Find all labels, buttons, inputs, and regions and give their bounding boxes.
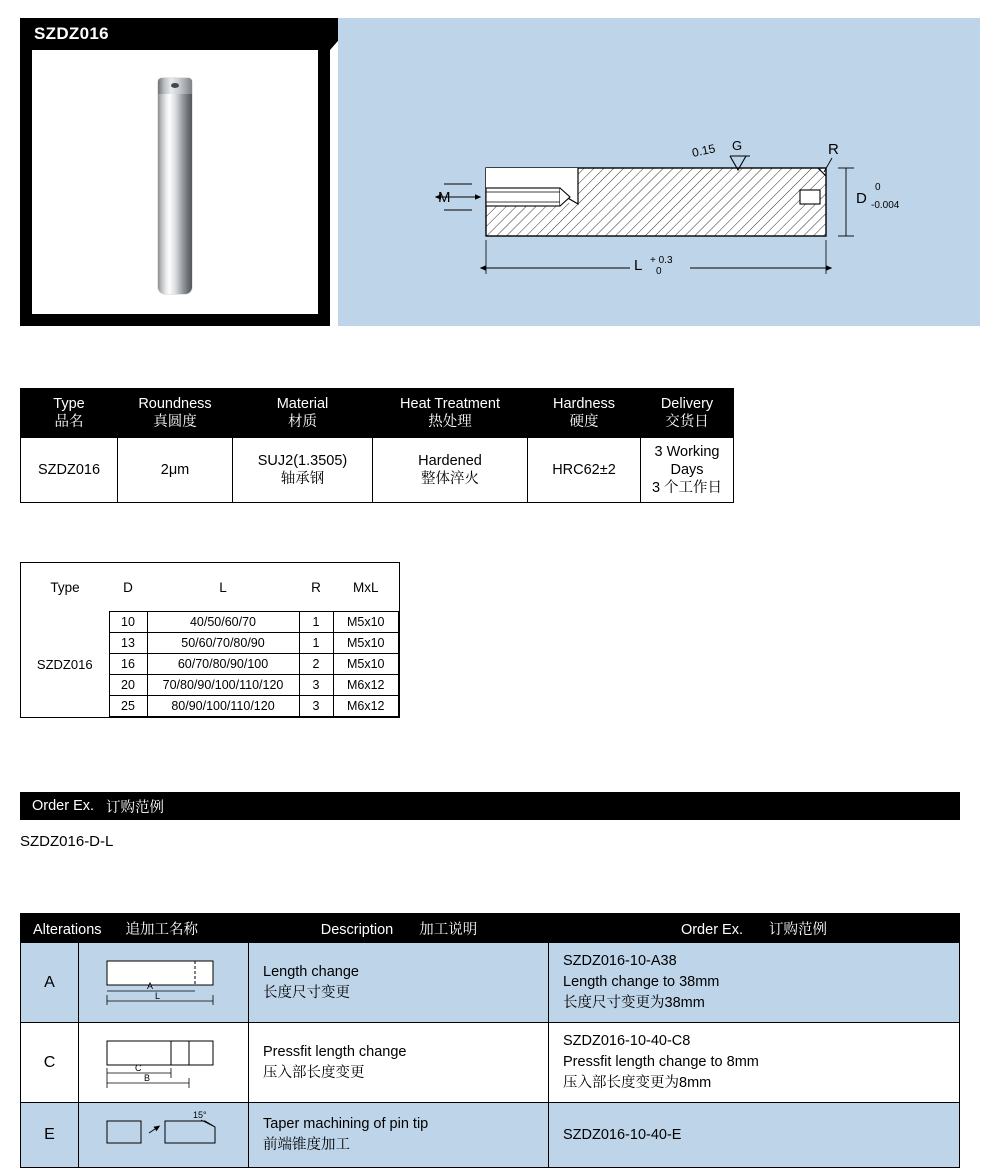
alteration-figure-a-label1: A [146,980,153,991]
svg-text:G: G [732,138,743,153]
dim-cell-l: 70/80/90/100/110/120 [147,675,299,696]
alteration-desc-a-en: Length change [263,963,359,980]
alteration-letter-c: C [21,1023,79,1102]
dim-cell-l: 50/60/70/80/90 [147,633,299,654]
page-title: SZDZ016 [34,24,109,43]
spec-cell-material [233,438,373,503]
alterations-header-col1-cn: 追加工名称 [125,921,199,938]
spec-header-material [233,389,373,438]
dim-cell-r: 1 [299,633,333,654]
product-photo-panel [20,18,330,326]
alteration-figure-c [79,1023,249,1102]
alteration-letter-e: E [21,1103,79,1167]
dim-cell-r: 1 [299,612,333,633]
spec-header-hardness [528,389,641,438]
product-photo-frame [32,50,318,314]
pressfit-length-figure-icon [89,1035,239,1091]
dim-cell-d: 16 [109,654,147,675]
alterations-header-col1 [21,918,249,939]
order-example-title-en: Order Ex. [32,798,95,814]
spec-header-heat-cn: 热处理 [428,414,472,430]
alteration-figure-a-label2: L [154,990,160,1001]
alteration-ex-a-line2: Length change to 38mm [563,974,720,991]
dim-cell-mxl: M5x10 [333,612,399,633]
spec-cell-delivery-en: 3 Working Days [654,444,720,479]
dim-cell-d: 13 [109,633,147,654]
alteration-figure-e [79,1103,249,1167]
spec-header-material-cn: 材质 [288,414,317,430]
spec-header-row [21,389,734,438]
dim-cell-d: 10 [109,612,147,633]
product-hero [20,18,980,326]
dim-cell-l: 80/90/100/110/120 [147,696,299,717]
svg-text:R: R [828,141,839,158]
pin-photo [158,78,192,294]
svg-text:0: 0 [656,266,662,277]
spec-cell-material-en: SUJ2(1.3505) [257,453,348,470]
order-example-band [20,792,960,820]
dim-cell-d: 25 [109,696,147,717]
spec-header-hardness-en: Hardness [552,395,616,412]
dim-header-r: R [311,579,321,595]
spec-cell-type [21,438,118,503]
dim-cell-mxl: M6x12 [333,675,399,696]
alterations-header-col3-en: Order Ex. [680,921,743,938]
spec-cell-hardness-en: HRC62±2 [552,462,616,479]
svg-text:D: D [856,190,867,207]
alteration-desc-e-cn: 前端锥度加工 [263,1137,350,1154]
dim-cell-mxl: M6x12 [333,696,399,717]
spec-header-type-en: Type [53,395,85,412]
alteration-example-c [549,1023,959,1102]
pin-photo-hole [171,83,179,88]
alteration-ex-c-line1: SZDZ016-10-40-C8 [563,1033,691,1050]
dim-cell-r: 3 [299,675,333,696]
spec-cell-roundness [118,438,233,503]
dim-header-row [21,563,399,612]
alterations-table [20,913,960,1168]
dim-header-type: Type [50,579,80,595]
alteration-row-a [21,942,959,1022]
alterations-header-col3-cn: 订购范例 [769,921,828,938]
alterations-header-col1-en: Alterations [33,921,102,938]
svg-text:M: M [438,189,451,206]
spec-header-roundness-en: Roundness [138,395,212,412]
dim-cell-mxl: M5x10 [333,633,399,654]
alteration-ex-e-line1: SZDZ016-10-40-E [563,1126,682,1143]
svg-text:0: 0 [875,182,881,193]
spec-header-heat [373,389,528,438]
svg-text:-0.004: -0.004 [871,200,900,211]
spec-cell-material-cn: 轴承钢 [280,471,325,488]
spec-header-heat-en: Heat Treatment [400,395,500,412]
alteration-desc-a-cn: 长度尺寸变更 [263,984,350,1001]
alteration-example-a [549,943,959,1022]
alteration-letter-a: A [21,943,79,1022]
spec-data-row [21,438,734,503]
dim-cell-d: 20 [109,675,147,696]
dim-cell-r: 2 [299,654,333,675]
dim-header-l: L [219,579,227,595]
alteration-desc-e-en: Taper machining of pin tip [263,1116,429,1133]
dim-header-mxl: MxL [352,579,379,595]
svg-text:+ 0.3: + 0.3 [650,255,673,266]
spec-header-hardness-cn: 硬度 [569,414,599,430]
technical-drawing [338,18,980,326]
alterations-header-col2-en: Description [320,921,394,938]
length-change-figure-icon [89,955,239,1011]
alterations-header-col2 [249,918,549,939]
alteration-ex-c-line3: 压入部长度变更为8mm [563,1075,712,1092]
spec-header-delivery [641,389,734,438]
spec-cell-hardness [528,438,641,503]
spec-header-delivery-en: Delivery [660,395,714,412]
svg-text:0.15: 0.15 [690,141,717,160]
alteration-description-e [249,1103,549,1167]
spec-cell-roundness-en: 2μm [160,462,190,479]
spec-cell-heat-en: Hardened [418,453,482,470]
dim-cell-type: SZDZ016 [21,612,109,717]
alteration-ex-c-line2: Pressfit length change to 8mm [563,1054,759,1071]
dim-cell-mxl: M5x10 [333,654,399,675]
specification-table [20,388,734,503]
alterations-header-row [21,914,959,942]
spec-header-type [21,389,118,438]
dim-cell-l: 40/50/60/70 [147,612,299,633]
alteration-ex-a-line3: 长度尺寸变更为38mm [563,995,705,1012]
dim-header-d: D [123,579,133,595]
alteration-ex-a-line1: SZDZ016-10-A38 [563,953,677,969]
alterations-header-col2-cn: 加工说明 [419,921,478,938]
svg-text:L: L [634,257,643,274]
spec-header-roundness-cn: 真圆度 [153,414,197,430]
table-row [21,612,399,633]
spec-cell-delivery-cn: 3 个工作日 [651,480,723,497]
spec-header-material-en: Material [276,395,329,412]
order-example-title-cn: 订购范例 [106,799,165,816]
alteration-figure-e-label1: 15° [192,1110,207,1121]
spec-header-roundness [118,389,233,438]
alteration-description-c [249,1023,549,1102]
spec-cell-delivery [641,438,734,503]
order-example-code: SZDZ016-D-L [20,833,114,850]
alteration-description-a [249,943,549,1022]
spec-cell-type-en: SZDZ016 [37,462,101,479]
spec-header-delivery-cn: 交货日 [665,414,709,430]
alteration-example-e [549,1103,959,1167]
dimension-table [20,562,400,718]
dim-cell-l: 60/70/80/90/100 [147,654,299,675]
alteration-desc-c-cn: 压入部长度变更 [263,1064,365,1081]
alteration-desc-c-en: Pressfit length change [263,1043,407,1060]
alteration-figure-a [79,943,249,1022]
dim-cell-r: 3 [299,696,333,717]
spec-cell-heat [373,438,528,503]
alteration-figure-c-label2: B [143,1072,150,1083]
alteration-row-c [21,1022,959,1102]
spec-header-type-cn: 品名 [54,414,84,430]
alteration-row-e [21,1102,959,1167]
alterations-header-col3 [549,918,959,939]
spec-cell-heat-cn: 整体淬火 [421,471,479,488]
taper-machining-figure-icon [89,1107,239,1163]
alteration-figure-c-label1: C [134,1062,141,1073]
